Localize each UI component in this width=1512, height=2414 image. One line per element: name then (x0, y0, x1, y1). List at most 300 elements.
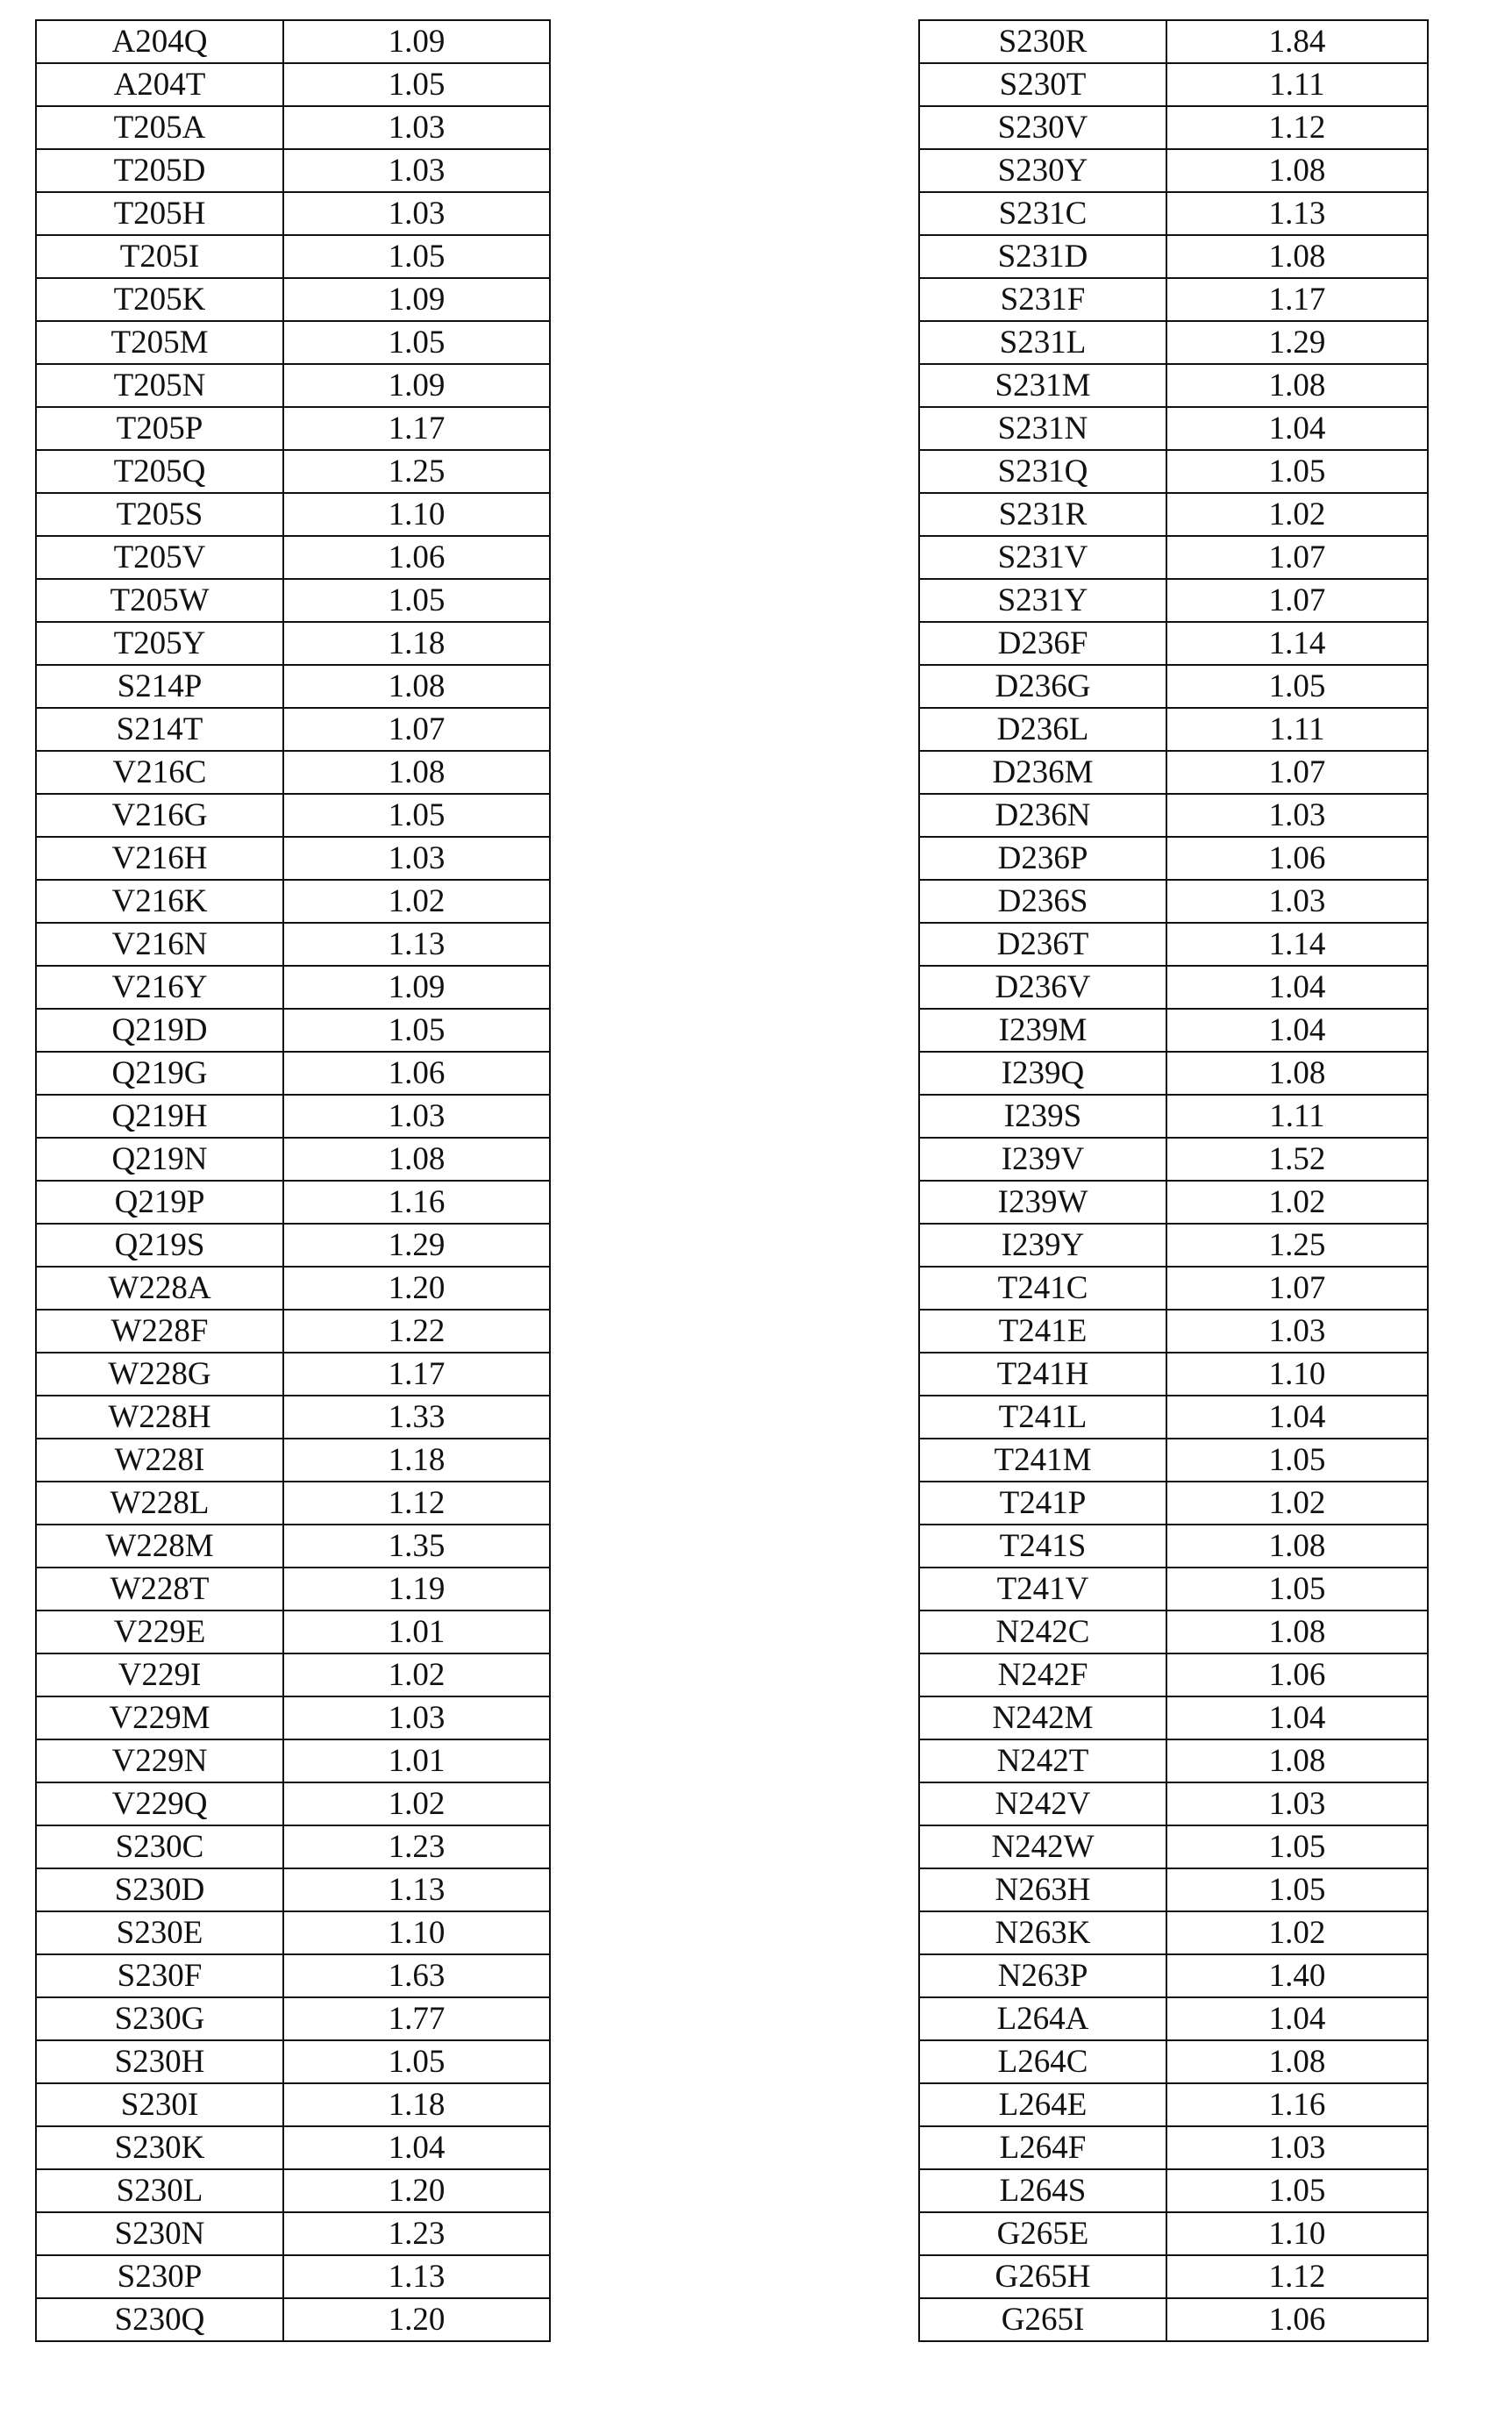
table-row (36, 1482, 550, 1525)
value-cell: 1.01 (283, 1739, 550, 1782)
value-cell: 1.03 (1166, 880, 1428, 923)
value-cell: 1.02 (1166, 493, 1428, 536)
table-row (36, 1353, 550, 1396)
value-cell: 1.05 (1166, 1868, 1428, 1911)
table-row (36, 149, 550, 192)
table-row (36, 1138, 550, 1181)
table-row (919, 794, 1428, 837)
table-row (919, 751, 1428, 794)
variant-cell: L264F (919, 2126, 1166, 2169)
variant-cell: S230Y (919, 149, 1166, 192)
variant-cell: L264A (919, 1997, 1166, 2040)
variant-cell: W228T (36, 1568, 283, 1611)
table-row (919, 63, 1428, 106)
value-cell: 1.08 (1166, 235, 1428, 278)
table-row (36, 1825, 550, 1868)
table-row (919, 1353, 1428, 1396)
variant-cell: N242W (919, 1825, 1166, 1868)
variant-cell: S230F (36, 1954, 283, 1997)
value-cell: 1.05 (1166, 665, 1428, 708)
value-cell: 1.09 (283, 278, 550, 321)
value-cell: 1.12 (283, 1482, 550, 1525)
table-row (36, 1267, 550, 1310)
value-cell: 1.08 (283, 1138, 550, 1181)
value-cell: 1.05 (283, 321, 550, 364)
value-cell: 1.04 (1166, 1396, 1428, 1439)
table-row (919, 923, 1428, 966)
value-cell: 1.03 (1166, 2126, 1428, 2169)
variant-cell: D236P (919, 837, 1166, 880)
table-row (919, 1439, 1428, 1482)
variant-cell: I239S (919, 1095, 1166, 1138)
table-row (919, 1181, 1428, 1224)
value-cell: 1.08 (1166, 364, 1428, 407)
variant-cell: G265H (919, 2255, 1166, 2298)
value-cell: 1.07 (1166, 536, 1428, 579)
variant-cell: S214P (36, 665, 283, 708)
variant-cell: S230D (36, 1868, 283, 1911)
value-cell: 1.07 (1166, 1267, 1428, 1310)
table-row (919, 407, 1428, 450)
variant-cell: V216N (36, 923, 283, 966)
table-row (36, 1696, 550, 1739)
table-row (919, 1009, 1428, 1052)
value-cell: 1.33 (283, 1396, 550, 1439)
table-row (919, 1782, 1428, 1825)
variant-cell: V229M (36, 1696, 283, 1739)
variant-cell: V216Y (36, 966, 283, 1009)
variant-cell: W228M (36, 1525, 283, 1568)
variant-cell: I239W (919, 1181, 1166, 1224)
value-cell: 1.35 (283, 1525, 550, 1568)
value-cell: 1.06 (1166, 1653, 1428, 1696)
table-row (919, 1568, 1428, 1611)
table-row (36, 536, 550, 579)
variant-table-right (918, 19, 1429, 2342)
value-cell: 1.02 (283, 880, 550, 923)
value-cell: 1.08 (283, 751, 550, 794)
variant-cell: S230I (36, 2083, 283, 2126)
variant-cell: V216G (36, 794, 283, 837)
variant-cell: N242T (919, 1739, 1166, 1782)
variant-cell: L264C (919, 2040, 1166, 2083)
table-row (919, 1396, 1428, 1439)
table-row (919, 2169, 1428, 2212)
value-cell: 1.84 (1166, 20, 1428, 63)
value-cell: 1.10 (283, 493, 550, 536)
table-row (36, 106, 550, 149)
value-cell: 1.03 (1166, 794, 1428, 837)
value-cell: 1.11 (1166, 63, 1428, 106)
table-row (36, 1782, 550, 1825)
variant-cell: V229I (36, 1653, 283, 1696)
table-row (36, 966, 550, 1009)
value-cell: 1.17 (1166, 278, 1428, 321)
table-row (36, 794, 550, 837)
value-cell: 1.23 (283, 2212, 550, 2255)
table-row (919, 2212, 1428, 2255)
variant-cell: V229Q (36, 1782, 283, 1825)
table-row (919, 20, 1428, 63)
variant-cell: D236V (919, 966, 1166, 1009)
table-row (36, 1439, 550, 1482)
variant-cell: D236L (919, 708, 1166, 751)
table-row (919, 536, 1428, 579)
variant-cell: D236G (919, 665, 1166, 708)
table-row (36, 579, 550, 622)
variant-cell: N263P (919, 1954, 1166, 1997)
value-cell: 1.05 (1166, 1825, 1428, 1868)
table-row (36, 1868, 550, 1911)
value-cell: 1.18 (283, 2083, 550, 2126)
value-cell: 1.18 (283, 622, 550, 665)
table-row (919, 1954, 1428, 1997)
table-row (919, 1696, 1428, 1739)
value-cell: 1.04 (1166, 1997, 1428, 2040)
variant-cell: Q219G (36, 1052, 283, 1095)
value-cell: 1.03 (283, 837, 550, 880)
value-cell: 1.10 (1166, 1353, 1428, 1396)
table-row (919, 1611, 1428, 1653)
value-cell: 1.04 (1166, 407, 1428, 450)
table-row (36, 63, 550, 106)
table-row (919, 1825, 1428, 1868)
table-row (36, 278, 550, 321)
table-row (36, 1653, 550, 1696)
variant-cell: G265I (919, 2298, 1166, 2341)
value-cell: 1.01 (283, 1611, 550, 1653)
table-row (36, 321, 550, 364)
value-cell: 1.05 (283, 2040, 550, 2083)
variant-cell: W228I (36, 1439, 283, 1482)
value-cell: 1.05 (1166, 2169, 1428, 2212)
table-row (919, 579, 1428, 622)
variant-cell: N242F (919, 1653, 1166, 1696)
variant-cell: S230C (36, 1825, 283, 1868)
variant-cell: I239V (919, 1138, 1166, 1181)
table-row (919, 1911, 1428, 1954)
value-cell: 1.18 (283, 1439, 550, 1482)
value-cell: 1.03 (1166, 1310, 1428, 1353)
variant-cell: T205D (36, 149, 283, 192)
value-cell: 1.03 (1166, 1782, 1428, 1825)
table-row (36, 2255, 550, 2298)
table-row (36, 708, 550, 751)
variant-cell: I239Q (919, 1052, 1166, 1095)
table-row (919, 1482, 1428, 1525)
value-cell: 1.05 (1166, 450, 1428, 493)
table-row (919, 1052, 1428, 1095)
variant-cell: S231V (919, 536, 1166, 579)
variant-cell: S230V (919, 106, 1166, 149)
table-row (36, 2126, 550, 2169)
variant-cell: T241E (919, 1310, 1166, 1353)
table-row (36, 1009, 550, 1052)
variant-cell: T205A (36, 106, 283, 149)
variant-cell: D236S (919, 880, 1166, 923)
variant-cell: W228F (36, 1310, 283, 1353)
table-row (919, 493, 1428, 536)
table-row (919, 149, 1428, 192)
variant-cell: S231C (919, 192, 1166, 235)
variant-cell: S231Y (919, 579, 1166, 622)
value-cell: 1.40 (1166, 1954, 1428, 1997)
variant-cell: V216H (36, 837, 283, 880)
table-row (36, 1739, 550, 1782)
variant-cell: T241S (919, 1525, 1166, 1568)
variant-cell: S230G (36, 1997, 283, 2040)
variant-cell: S230K (36, 2126, 283, 2169)
variant-cell: T205M (36, 321, 283, 364)
variant-cell: D236F (919, 622, 1166, 665)
table-row (919, 2040, 1428, 2083)
table-row (36, 235, 550, 278)
value-cell: 1.03 (283, 1095, 550, 1138)
table-row (919, 880, 1428, 923)
value-cell: 1.03 (283, 106, 550, 149)
value-cell: 1.09 (283, 966, 550, 1009)
table-row (919, 1267, 1428, 1310)
value-cell: 1.63 (283, 1954, 550, 1997)
variant-cell: T205S (36, 493, 283, 536)
variant-cell: S231L (919, 321, 1166, 364)
value-cell: 1.13 (1166, 192, 1428, 235)
table-row (919, 1739, 1428, 1782)
variant-cell: I239Y (919, 1224, 1166, 1267)
variant-cell: S230Q (36, 2298, 283, 2341)
value-cell: 1.02 (283, 1653, 550, 1696)
variant-table-left (35, 19, 551, 2342)
table-row (919, 708, 1428, 751)
variant-cell: G265E (919, 2212, 1166, 2255)
table-row (36, 665, 550, 708)
table-row (36, 1611, 550, 1653)
variant-cell: S231D (919, 235, 1166, 278)
table-row (919, 1653, 1428, 1696)
value-cell: 1.52 (1166, 1138, 1428, 1181)
table-row (919, 966, 1428, 1009)
variant-cell: T205H (36, 192, 283, 235)
table-row (919, 2255, 1428, 2298)
variant-cell: S230T (919, 63, 1166, 106)
table-row (919, 1138, 1428, 1181)
variant-cell: S230N (36, 2212, 283, 2255)
table-row (36, 923, 550, 966)
value-cell: 1.13 (283, 923, 550, 966)
value-cell: 1.06 (1166, 2298, 1428, 2341)
table-row (919, 1868, 1428, 1911)
value-cell: 1.10 (1166, 2212, 1428, 2255)
table-row (36, 1954, 550, 1997)
variant-cell: N263H (919, 1868, 1166, 1911)
value-cell: 1.07 (1166, 579, 1428, 622)
table-row (919, 622, 1428, 665)
variant-cell: L264E (919, 2083, 1166, 2126)
table-row (36, 1525, 550, 1568)
value-cell: 1.06 (283, 1052, 550, 1095)
variant-cell: A204Q (36, 20, 283, 63)
variant-cell: A204T (36, 63, 283, 106)
value-cell: 1.11 (1166, 708, 1428, 751)
value-cell: 1.07 (283, 708, 550, 751)
value-cell: 1.25 (1166, 1224, 1428, 1267)
table-row (36, 1396, 550, 1439)
value-cell: 1.20 (283, 2169, 550, 2212)
variant-cell: V216C (36, 751, 283, 794)
value-cell: 1.13 (283, 2255, 550, 2298)
variant-cell: Q219P (36, 1181, 283, 1224)
table-row (36, 1568, 550, 1611)
table-row (919, 1095, 1428, 1138)
variant-cell: T241P (919, 1482, 1166, 1525)
table-row (36, 493, 550, 536)
table-row (919, 2083, 1428, 2126)
variant-cell: S231F (919, 278, 1166, 321)
value-cell: 1.05 (1166, 1568, 1428, 1611)
variant-cell: S231R (919, 493, 1166, 536)
value-cell: 1.17 (283, 407, 550, 450)
variant-cell: S230P (36, 2255, 283, 2298)
variant-cell: D236N (919, 794, 1166, 837)
value-cell: 1.02 (283, 1782, 550, 1825)
value-cell: 1.08 (1166, 1052, 1428, 1095)
table-row (36, 1095, 550, 1138)
variant-cell: W228L (36, 1482, 283, 1525)
value-cell: 1.08 (1166, 1739, 1428, 1782)
value-cell: 1.05 (283, 63, 550, 106)
variant-cell: D236T (919, 923, 1166, 966)
table-row (36, 450, 550, 493)
value-cell: 1.16 (1166, 2083, 1428, 2126)
variant-cell: S230E (36, 1911, 283, 1954)
table-row (919, 1224, 1428, 1267)
value-cell: 1.05 (283, 235, 550, 278)
table-row (36, 1997, 550, 2040)
variant-cell: S230L (36, 2169, 283, 2212)
value-cell: 1.14 (1166, 622, 1428, 665)
table-row (36, 1911, 550, 1954)
value-cell: 1.03 (283, 192, 550, 235)
value-cell: 1.02 (1166, 1181, 1428, 1224)
variant-cell: N242V (919, 1782, 1166, 1825)
variant-cell: T241L (919, 1396, 1166, 1439)
variant-cell: Q219N (36, 1138, 283, 1181)
table-row (919, 2298, 1428, 2341)
table-row (36, 2040, 550, 2083)
table-row (36, 2083, 550, 2126)
variant-cell: N242C (919, 1611, 1166, 1653)
value-cell: 1.04 (1166, 1009, 1428, 1052)
value-cell: 1.11 (1166, 1095, 1428, 1138)
table-row (36, 2169, 550, 2212)
variant-cell: S231M (919, 364, 1166, 407)
table-row (919, 1525, 1428, 1568)
table-row (36, 1224, 550, 1267)
value-cell: 1.29 (1166, 321, 1428, 364)
table-row (36, 751, 550, 794)
table-row (36, 407, 550, 450)
table-row (919, 1997, 1428, 2040)
variant-cell: L264S (919, 2169, 1166, 2212)
value-cell: 1.04 (283, 2126, 550, 2169)
value-cell: 1.17 (283, 1353, 550, 1396)
value-cell: 1.19 (283, 1568, 550, 1611)
table-row (919, 665, 1428, 708)
value-cell: 1.05 (283, 794, 550, 837)
variant-cell: D236M (919, 751, 1166, 794)
table-row (919, 837, 1428, 880)
variant-cell: Q219D (36, 1009, 283, 1052)
value-cell: 1.04 (1166, 1696, 1428, 1739)
variant-cell: T205Q (36, 450, 283, 493)
table-row (36, 622, 550, 665)
variant-cell: N263K (919, 1911, 1166, 1954)
table-row (919, 106, 1428, 149)
value-cell: 1.08 (1166, 2040, 1428, 2083)
table-row (36, 2298, 550, 2341)
table-row (36, 192, 550, 235)
table-row (36, 1310, 550, 1353)
table-row (919, 235, 1428, 278)
variant-cell: T205N (36, 364, 283, 407)
value-cell: 1.77 (283, 1997, 550, 2040)
variant-cell: Q219H (36, 1095, 283, 1138)
variant-cell: N242M (919, 1696, 1166, 1739)
table-row (36, 20, 550, 63)
table-row (36, 364, 550, 407)
value-cell: 1.06 (283, 536, 550, 579)
variant-cell: S231N (919, 407, 1166, 450)
variant-cell: T241M (919, 1439, 1166, 1482)
variant-cell: T205P (36, 407, 283, 450)
value-cell: 1.08 (283, 665, 550, 708)
variant-cell: T205I (36, 235, 283, 278)
variant-cell: S214T (36, 708, 283, 751)
value-cell: 1.02 (1166, 1482, 1428, 1525)
table-row (36, 837, 550, 880)
value-cell: 1.08 (1166, 1611, 1428, 1653)
table-row (919, 450, 1428, 493)
variant-cell: T241H (919, 1353, 1166, 1396)
table-row (919, 321, 1428, 364)
variant-cell: V216K (36, 880, 283, 923)
variant-cell: W228H (36, 1396, 283, 1439)
value-cell: 1.07 (1166, 751, 1428, 794)
variant-cell: W228G (36, 1353, 283, 1396)
value-cell: 1.10 (283, 1911, 550, 1954)
variant-cell: T205V (36, 536, 283, 579)
value-cell: 1.03 (283, 1696, 550, 1739)
value-cell: 1.29 (283, 1224, 550, 1267)
value-cell: 1.13 (283, 1868, 550, 1911)
variant-cell: T205Y (36, 622, 283, 665)
value-cell: 1.09 (283, 20, 550, 63)
value-cell: 1.05 (283, 579, 550, 622)
variant-cell: V229E (36, 1611, 283, 1653)
value-cell: 1.06 (1166, 837, 1428, 880)
variant-cell: T205W (36, 579, 283, 622)
value-cell: 1.08 (1166, 149, 1428, 192)
value-cell: 1.23 (283, 1825, 550, 1868)
table-row (919, 364, 1428, 407)
value-cell: 1.20 (283, 1267, 550, 1310)
variant-cell: S230H (36, 2040, 283, 2083)
value-cell: 1.04 (1166, 966, 1428, 1009)
value-cell: 1.16 (283, 1181, 550, 1224)
variant-cell: T241V (919, 1568, 1166, 1611)
value-cell: 1.05 (283, 1009, 550, 1052)
variant-cell: V229N (36, 1739, 283, 1782)
